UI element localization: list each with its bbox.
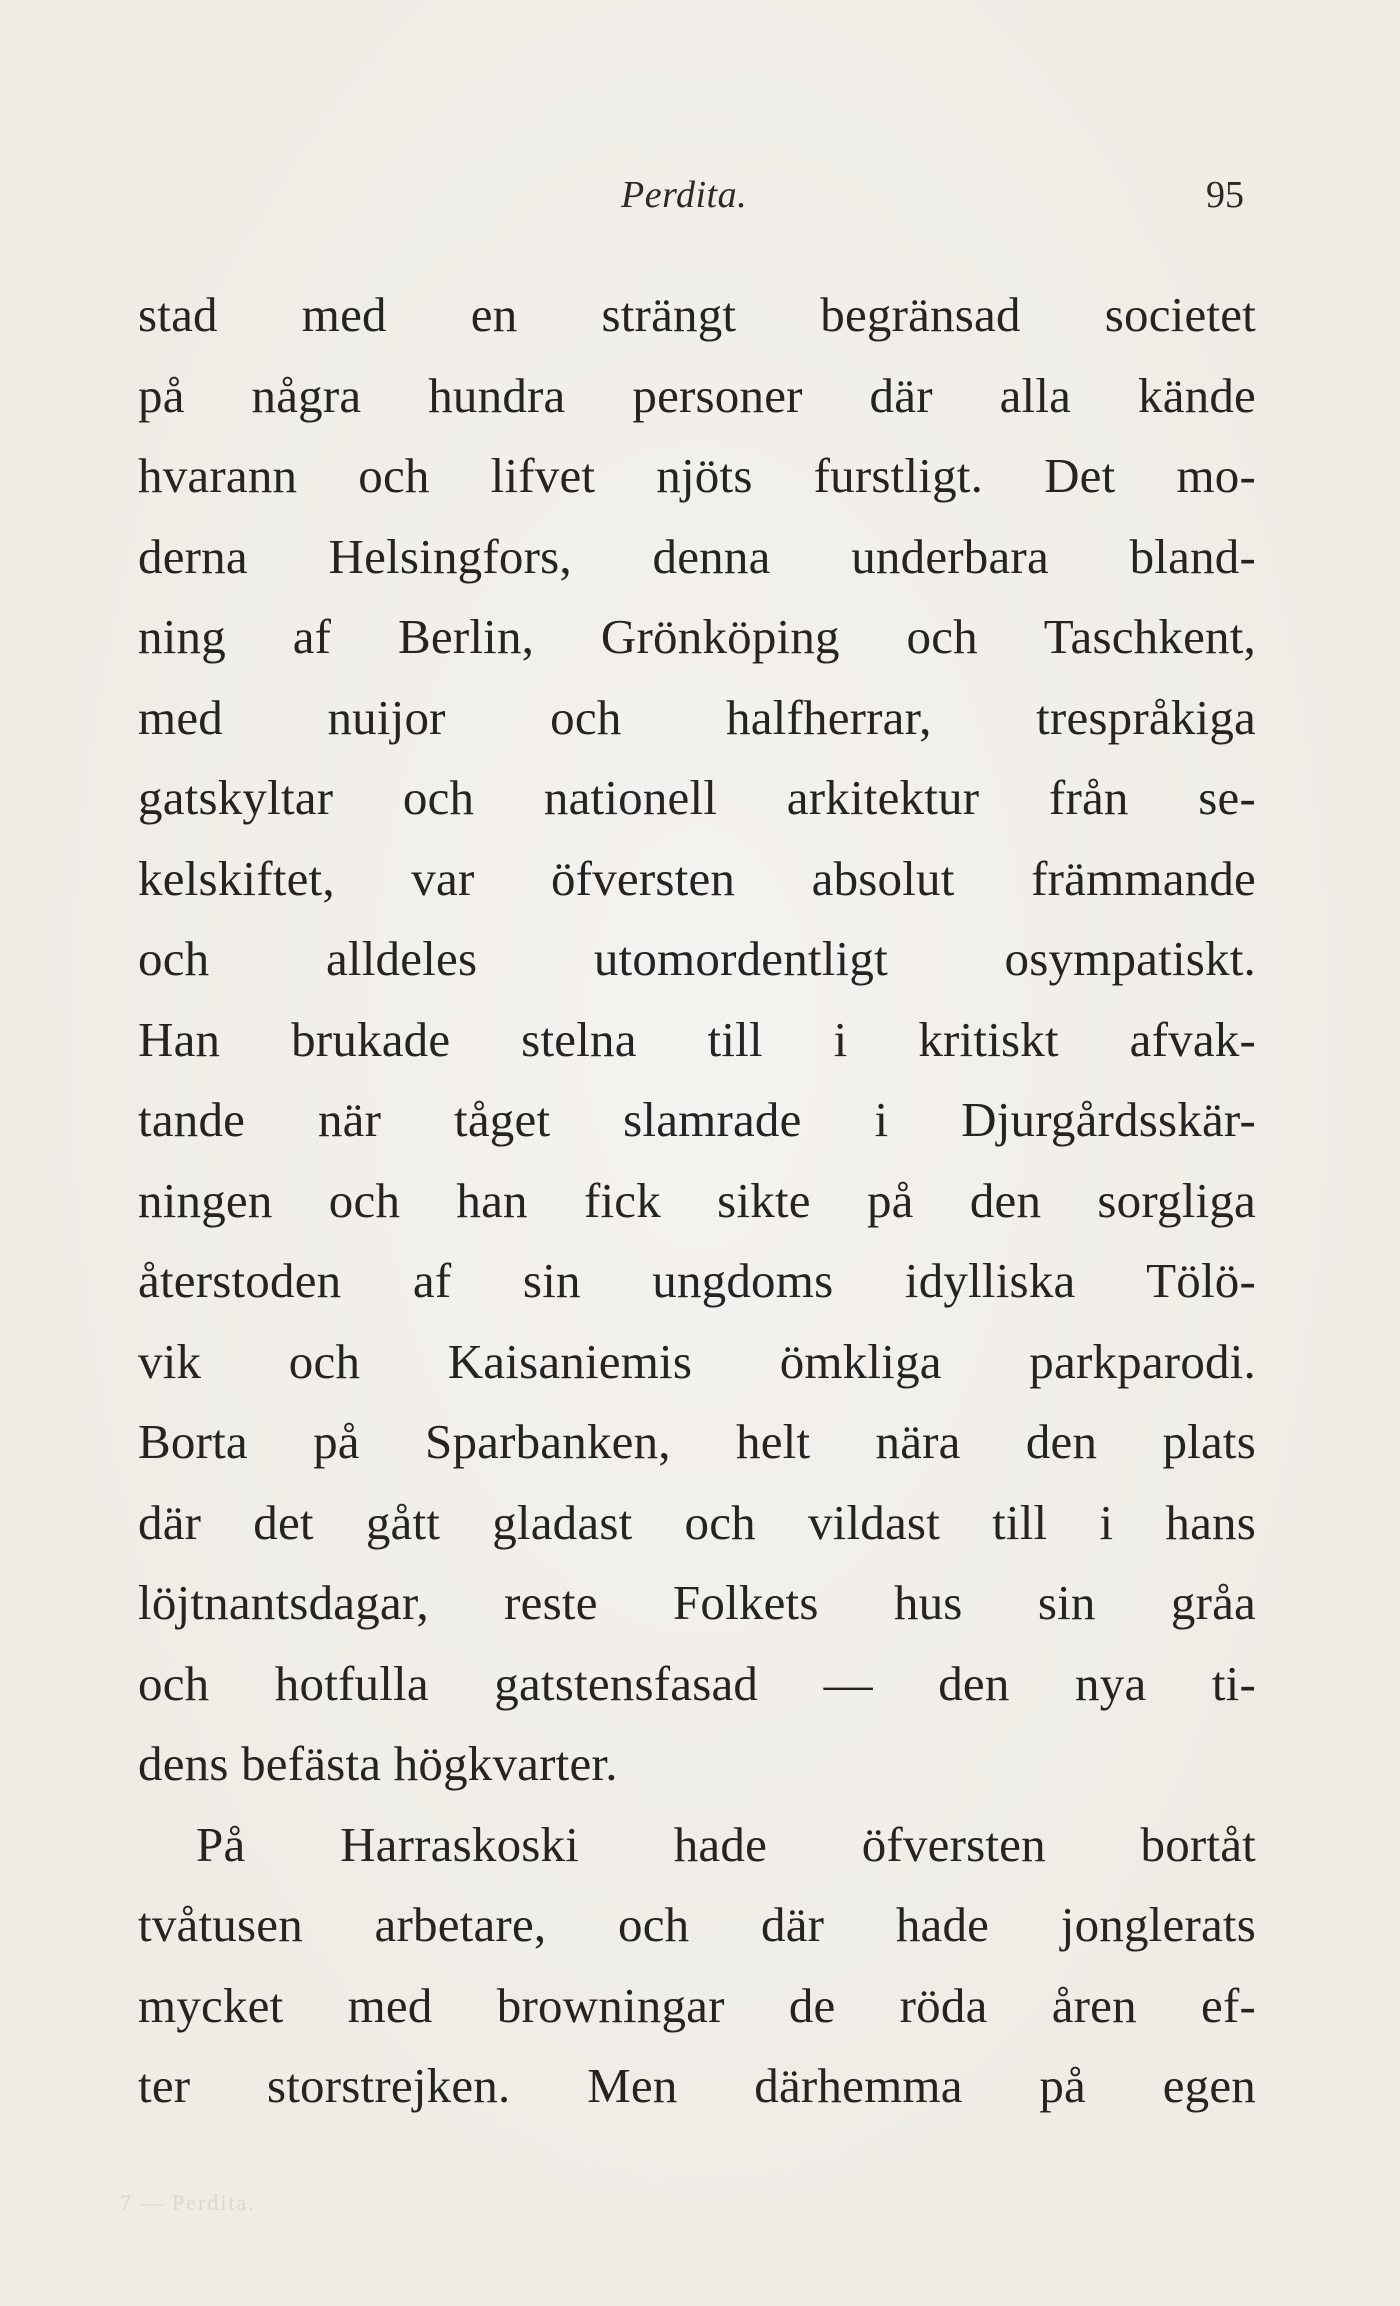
- text-line: där det gått gladast och vildast till i hans: [138, 1494, 1256, 1550]
- text-line: löjtnantsdagar, reste Folkets hus sin gråa: [138, 1575, 1256, 1630]
- text-line: Borta på Sparbanken, helt nära den plats: [138, 1414, 1256, 1469]
- text-line: ter storstrejken. Men därhemma på egen: [138, 2058, 1256, 2113]
- page-number: 95: [1206, 174, 1244, 216]
- text-line: med nuijor och halfherrar, trespråkiga: [138, 689, 1256, 745]
- text-line: kelskiftet, var öfversten absolut främmande: [138, 850, 1256, 906]
- signature-mark: 7 — Perdita.: [120, 2190, 256, 2215]
- text-line: vik och Kaisaniemis ömkliga parkparodi.: [138, 1333, 1256, 1389]
- text-line: på några hundra personer där alla kände: [138, 367, 1256, 423]
- paragraph-start-line: På Harraskoski hade öfversten bortåt: [196, 1816, 1256, 1872]
- text-line: hvarann och lifvet njöts furstligt. Det mo-: [138, 448, 1256, 503]
- text-line: ningen och han fick sikte på den sorgliga: [138, 1172, 1256, 1228]
- text-line: derna Helsingfors, denna underbara bland-: [138, 528, 1256, 584]
- text-line: ning af Berlin, Grönköping och Taschkent,: [138, 609, 1256, 664]
- text-line: återstoden af sin ungdoms idylliska Tölö-: [138, 1253, 1256, 1308]
- running-head: [0, 165, 1400, 225]
- body-text: [138, 275, 1256, 2127]
- text-line: mycket med browningar de röda åren ef-: [138, 1977, 1256, 2033]
- paragraph-end-line: dens befästa högkvarter.: [138, 1736, 618, 1791]
- text-line: tvåtusen arbetare, och där hade jonglerats: [138, 1897, 1256, 1952]
- text-line: stad med en strängt begränsad societet: [138, 287, 1256, 342]
- text-line: Han brukade stelna till i kritiskt afvak-: [138, 1011, 1256, 1067]
- running-title: Perdita.: [621, 174, 748, 216]
- text-line: och alldeles utomordentligt osympatiskt.: [138, 931, 1256, 986]
- text-line: gatskyltar och nationell arkitektur från se-: [138, 770, 1256, 825]
- text-line: tande när tåget slamrade i Djurgårdsskär-: [138, 1092, 1256, 1147]
- text-line: och hotfulla gatstensfasad — den nya ti-: [138, 1655, 1256, 1711]
